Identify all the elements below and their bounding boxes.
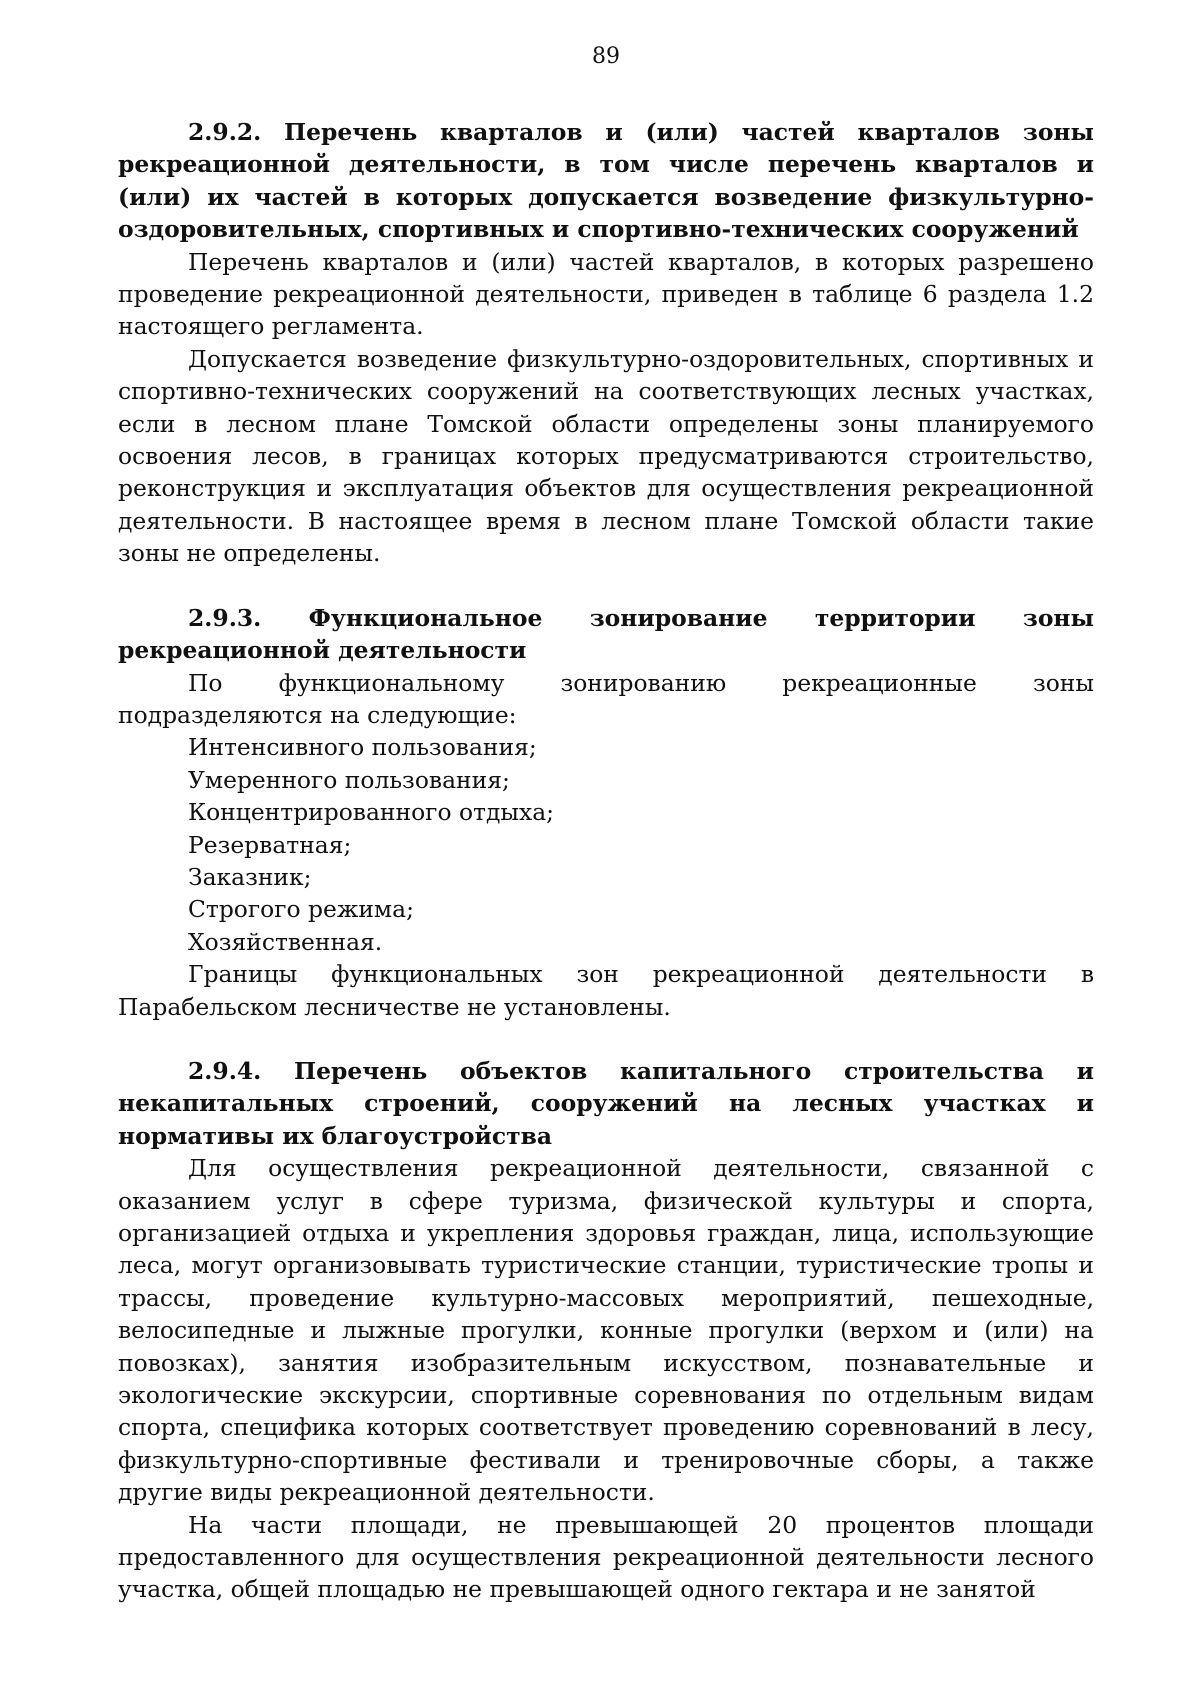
zone-list-item: Умеренного пользования; (188, 765, 510, 794)
section-2-9-3-closing: Границы функциональных зон рекреационной деятельности в Парабельском лесничестве не установлены. (118, 960, 1094, 1021)
section-2-9-4-paragraph-2: На части площади, не превышающей 20 процентов площади предоставленного для осуществления рекреационной деятельности лесного участка, общей площадью не превышающей одного гектара и не занятой (118, 1510, 1094, 1604)
zone-list-item: Концентрированного отдыха; (188, 798, 555, 827)
section-gap (118, 1023, 1094, 1055)
section-2-9-2-heading: 2.9.2. Перечень кварталов и (или) частей кварталов зоны рекреационной деятельности, в том числе перечень кварталов и (или) их частей в которых допускается возведение физкультурно-оздоровительных, спортивных и спортивно-технических сооружений (118, 118, 1094, 244)
section-2-9-4-paragraph-1: Для осуществления рекреационной деятельности, связанной с оказанием услуг в сфере туризма, физической культуры и спорта, организацией отдыха и укрепления здоровья граждан, лица, использующие леса, могут организовывать туристические станции, туристические тропы и трассы, проведение культурно-массовых мероприятий, пешеходные, велосипедные и лыжные прогулки, конные прогулки (верхом и (или) на повозках), занятия изобразительным искусством, познавательные и экологические экскурсии, спортивные соревнования по отдельным видам спорта, специфика которых соответствует проведению соревнований в лесу, физкультурно-спортивные фестивали и тренировочные сборы, а также другие виды рекреационной деятельности. (118, 1154, 1094, 1507)
page-content (118, 116, 1094, 1606)
section-2-9-2-paragraph-2: Допускается возведение физкультурно-оздоровительных, спортивных и спортивно-технических сооружений на соответствующих лесных участках, если в лесном плане Томской области определены зоны планируемого освоения лесов, в границах которых предусматриваются строительство, реконструкция и эксплуатация объектов для осуществления рекреационной деятельности. В настоящее время в лесном плане Томской области такие зоны не определены. (118, 344, 1094, 568)
zone-list-item: Хозяйственная. (188, 927, 383, 956)
zone-list-item: Строгого режима; (188, 895, 414, 924)
zone-list-item: Резерватная; (188, 830, 352, 859)
section-gap (118, 570, 1094, 602)
section-2-9-2-paragraph-1: Перечень кварталов и (или) частей кварталов, в которых разрешено проведение рекреационной деятельности, приведен в таблице 6 раздела 1.2 настоящего регламента. (118, 247, 1094, 341)
section-2-9-3-intro: По функциональному зонированию рекреационные зоны подразделяются на следующие: (118, 668, 1094, 729)
page-number: 89 (592, 44, 620, 69)
section-2-9-4-heading: 2.9.4. Перечень объектов капитального строительства и некапитальных строений, сооружений на лесных участках и нормативы их благоустройства (118, 1056, 1094, 1150)
section-2-9-3-heading: 2.9.3. Функциональное зонирование территории зоны рекреационной деятельности (118, 603, 1094, 665)
zone-list-item: Заказник; (188, 862, 312, 891)
zone-list-item: Интенсивного пользования; (188, 733, 537, 762)
